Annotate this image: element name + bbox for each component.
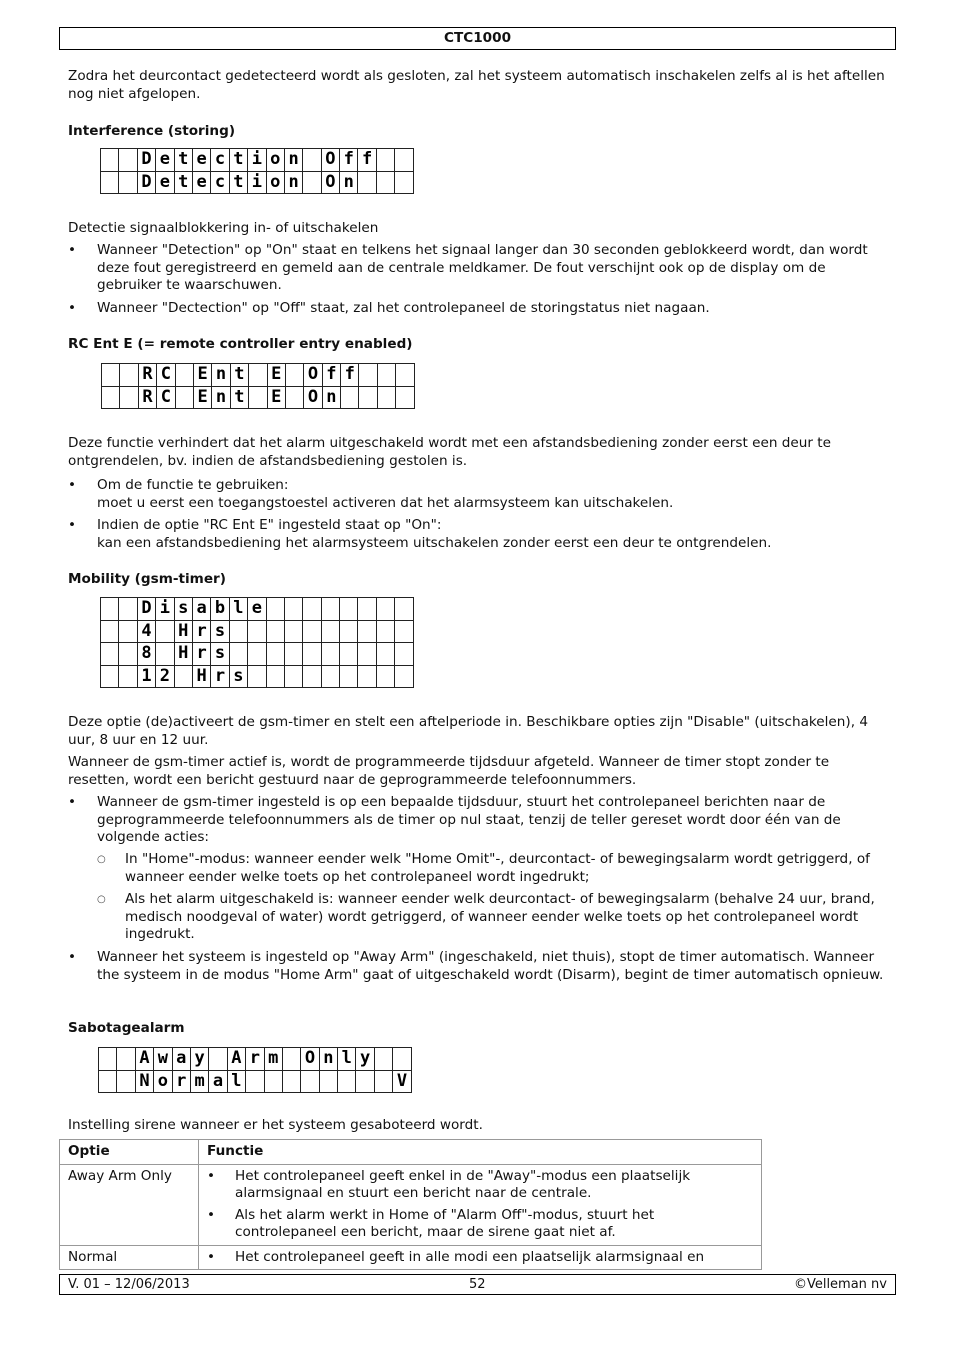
lcd-cell: b — [211, 598, 229, 621]
lcd-cell — [174, 665, 192, 688]
lcd-cell: l — [227, 1070, 245, 1093]
lcd-cell — [117, 1048, 135, 1071]
lcd-cell — [301, 1070, 319, 1093]
lcd-cell — [303, 665, 321, 688]
interference-desc: Detectie signaalblokkering in- of uitschakelen — [68, 220, 379, 236]
lcd-cell: e — [156, 171, 174, 194]
lcd-cell — [341, 386, 359, 409]
lcd-cell — [284, 643, 302, 666]
lcd-cell: n — [340, 171, 358, 194]
lcd-cell: n — [212, 364, 230, 387]
lcd-cell: D — [137, 149, 155, 172]
bullet-icon: • — [68, 517, 77, 533]
lcd-cell — [395, 620, 413, 643]
lcd-row — [102, 364, 415, 387]
lcd-cell: r — [246, 1048, 264, 1071]
lcd-cell — [119, 620, 137, 643]
lcd-cell — [99, 1070, 117, 1093]
lcd-cell — [156, 620, 174, 643]
lcd-cell — [303, 171, 321, 194]
lcd-cell — [321, 598, 339, 621]
lcd-cell: s — [211, 643, 229, 666]
lcd-cell — [99, 1048, 117, 1071]
lcd-cell — [266, 643, 284, 666]
lcd-row — [101, 598, 414, 621]
lcd-cell: m — [264, 1048, 282, 1071]
intro-paragraph: Zodra het deurcontact gedetecteerd wordt als gesloten, zal het systeem automatisch inschakelen zelfs al is het aftellen nog niet afgelopen. — [68, 68, 885, 102]
lcd-cell: l — [338, 1048, 356, 1071]
lcd-cell — [285, 364, 303, 387]
lcd-cell: e — [156, 149, 174, 172]
lcd-cell: r — [192, 643, 210, 666]
lcd-cell: s — [229, 665, 247, 688]
lcd-cell: c — [211, 171, 229, 194]
lcd-cell: t — [229, 171, 247, 194]
mobility-para1: Deze optie (de)activeert de gsm-timer en stelt een aftelperiode in. Beschikbare opties zijn "Disable" (uitschakelen), 4 uur, 8 uur en 12 uur. — [68, 714, 869, 748]
lcd-cell — [393, 1048, 411, 1071]
lcd-cell — [377, 364, 395, 387]
lcd-cell — [395, 171, 413, 194]
lcd-cell — [303, 598, 321, 621]
lcd-cell — [376, 643, 394, 666]
lcd-cell — [340, 665, 358, 688]
lcd-cell — [303, 643, 321, 666]
bullet-icon: • — [68, 794, 77, 810]
lcd-cell: A — [135, 1048, 153, 1071]
lcd-cell — [229, 643, 247, 666]
lcd-cell — [376, 171, 394, 194]
lcd-cell: A — [227, 1048, 245, 1071]
lcd-cell: 4 — [137, 620, 155, 643]
lcd-cell — [282, 1070, 300, 1093]
lcd-cell: D — [137, 598, 155, 621]
heading-interference: Interference (storing) — [68, 123, 236, 139]
lcd-cell — [340, 620, 358, 643]
lcd-cell — [101, 598, 119, 621]
table-header-option: Optie — [60, 1140, 199, 1165]
heading-mobility: Mobility (gsm-timer) — [68, 571, 226, 587]
lcd-cell — [395, 665, 413, 688]
lcd-cell: y — [356, 1048, 374, 1071]
circle-bullet-icon: ○ — [97, 894, 106, 905]
lcd-cell — [396, 386, 414, 409]
rcent-desc: Deze functie verhindert dat het alarm uitgeschakeld wordt met een afstandsbediening zonder eerst een deur te ontgrendelen, bv. indien de afstandsbediening gestolen is. — [68, 435, 831, 469]
lcd-cell — [248, 665, 266, 688]
lcd-cell: O — [301, 1048, 319, 1071]
lcd-row — [99, 1048, 412, 1071]
lcd-cell — [376, 149, 394, 172]
lcd-cell — [156, 643, 174, 666]
bullet-icon: • — [68, 242, 77, 258]
lcd-cell — [374, 1070, 392, 1093]
footer-page-number: 52 — [469, 1277, 486, 1292]
lcd-row — [101, 620, 414, 643]
lcd-cell: O — [304, 386, 322, 409]
lcd-cell — [285, 386, 303, 409]
lcd-cell — [359, 386, 377, 409]
lcd-cell — [117, 1070, 135, 1093]
lcd-cell: o — [266, 171, 284, 194]
lcd-cell: t — [230, 386, 248, 409]
lcd-cell: V — [393, 1070, 411, 1093]
footer-copyright: ©Velleman nv — [793, 1277, 887, 1292]
lcd-cell — [119, 171, 137, 194]
lcd-cell — [376, 598, 394, 621]
footer-version: V. 01 – 12/06/2013 — [68, 1277, 190, 1292]
lcd-cell: e — [248, 598, 266, 621]
lcd-cell — [395, 598, 413, 621]
lcd-cell — [102, 364, 120, 387]
lcd-cell: H — [174, 643, 192, 666]
options-table — [59, 1139, 762, 1270]
lcd-cell — [248, 620, 266, 643]
lcd-cell: r — [172, 1070, 190, 1093]
lcd-cell — [119, 665, 137, 688]
lcd-cell — [376, 665, 394, 688]
lcd-cell — [376, 620, 394, 643]
lcd-cell — [358, 643, 376, 666]
lcd-cell: a — [209, 1070, 227, 1093]
lcd-cell — [340, 643, 358, 666]
bullet-icon: • — [68, 949, 77, 965]
lcd-cell — [358, 598, 376, 621]
lcd-cell — [101, 643, 119, 666]
lcd-cell: w — [154, 1048, 172, 1071]
lcd-cell: c — [211, 149, 229, 172]
lcd-row — [101, 665, 414, 688]
lcd-cell: C — [157, 364, 175, 387]
lcd-cell: m — [190, 1070, 208, 1093]
lcd-cell: f — [358, 149, 376, 172]
lcd-cell — [340, 598, 358, 621]
lcd-cell: H — [192, 665, 210, 688]
lcd-cell: n — [322, 386, 340, 409]
lcd-cell — [319, 1070, 337, 1093]
lcd-cell — [264, 1070, 282, 1093]
sabotage-desc: Instelling sirene wanneer er het systeem gesaboteerd wordt. — [68, 1117, 483, 1133]
lcd-cell — [321, 643, 339, 666]
lcd-cell: n — [284, 149, 302, 172]
page-footer — [59, 1274, 896, 1295]
lcd-cell: s — [211, 620, 229, 643]
lcd-cell — [395, 149, 413, 172]
lcd-cell — [356, 1070, 374, 1093]
circle-bullet-icon: ○ — [97, 854, 106, 865]
lcd-cell: t — [229, 149, 247, 172]
lcd-cell: t — [174, 171, 192, 194]
heading-rcent: RC Ent E (= remote controller entry enabled) — [68, 336, 413, 352]
lcd-cell: e — [192, 171, 210, 194]
lcd-cell — [282, 1048, 300, 1071]
lcd-cell: 2 — [156, 665, 174, 688]
lcd-cell: e — [192, 149, 210, 172]
lcd-mobility — [100, 597, 414, 688]
list-item: • Als het alarm werkt in Home of "Alarm Off"-modus, stuurt het controlepaneel een bericht, maar de sirene gaat niet af. — [207, 1207, 753, 1242]
lcd-cell: n — [284, 171, 302, 194]
lcd-interference — [100, 148, 414, 194]
lcd-cell: s — [174, 598, 192, 621]
lcd-cell — [303, 620, 321, 643]
lcd-cell: a — [172, 1048, 190, 1071]
lcd-cell — [102, 386, 120, 409]
lcd-cell — [249, 386, 267, 409]
lcd-cell — [101, 665, 119, 688]
lcd-cell — [284, 620, 302, 643]
lcd-cell — [209, 1048, 227, 1071]
lcd-cell: i — [248, 149, 266, 172]
lcd-cell: E — [267, 386, 285, 409]
lcd-cell — [101, 620, 119, 643]
lcd-cell: E — [193, 364, 211, 387]
lcd-cell: t — [174, 149, 192, 172]
lcd-cell — [284, 598, 302, 621]
lcd-cell — [358, 620, 376, 643]
lcd-cell — [120, 364, 138, 387]
lcd-cell — [246, 1070, 264, 1093]
lcd-cell — [284, 665, 302, 688]
lcd-cell: E — [193, 386, 211, 409]
lcd-cell: n — [212, 386, 230, 409]
lcd-cell — [248, 643, 266, 666]
lcd-cell: r — [211, 665, 229, 688]
lcd-cell — [358, 665, 376, 688]
lcd-cell — [358, 171, 376, 194]
lcd-cell: H — [174, 620, 192, 643]
lcd-cell — [101, 149, 119, 172]
lcd-cell: D — [137, 171, 155, 194]
lcd-cell — [266, 598, 284, 621]
lcd-cell — [119, 643, 137, 666]
lcd-cell: l — [229, 598, 247, 621]
lcd-cell — [338, 1070, 356, 1093]
lcd-cell — [377, 386, 395, 409]
lcd-cell: a — [192, 598, 210, 621]
lcd-cell — [175, 386, 193, 409]
lcd-cell — [229, 620, 247, 643]
lcd-cell — [249, 364, 267, 387]
lcd-cell — [101, 171, 119, 194]
lcd-cell: 1 — [137, 665, 155, 688]
lcd-cell — [321, 665, 339, 688]
lcd-cell — [396, 364, 414, 387]
lcd-cell: f — [322, 364, 340, 387]
lcd-cell — [120, 386, 138, 409]
table-row: Away Arm Only • Het controlepaneel geeft enkel in de "Away"-modus een plaatselijk alarmsignaal en stuurt een bericht naar de centrale. • Als het alarm werkt in Home of "Alarm Off"-modus, stuurt het controlepaneel een bericht, maar de sirene gaat niet af. — [60, 1164, 762, 1245]
lcd-cell: t — [230, 364, 248, 387]
lcd-row — [102, 386, 415, 409]
lcd-sabotage — [98, 1047, 412, 1093]
lcd-row — [101, 643, 414, 666]
lcd-cell: i — [156, 598, 174, 621]
lcd-cell: f — [341, 364, 359, 387]
lcd-cell — [119, 149, 137, 172]
lcd-cell: 8 — [137, 643, 155, 666]
table-header-function: Functie — [199, 1140, 762, 1165]
lcd-cell: R — [138, 386, 156, 409]
lcd-row — [99, 1070, 412, 1093]
lcd-cell — [374, 1048, 392, 1071]
lcd-cell: i — [248, 171, 266, 194]
lcd-cell: N — [135, 1070, 153, 1093]
lcd-cell: f — [340, 149, 358, 172]
lcd-cell: y — [190, 1048, 208, 1071]
list-item: • Het controlepaneel geeft enkel in de "Away"-modus een plaatselijk alarmsignaal en stuurt een bericht naar de centrale. — [207, 1168, 753, 1203]
lcd-row — [101, 149, 414, 172]
lcd-row — [101, 171, 414, 194]
lcd-cell: C — [157, 386, 175, 409]
lcd-cell — [303, 149, 321, 172]
heading-sabotage: Sabotagealarm — [68, 1020, 185, 1036]
lcd-cell: n — [319, 1048, 337, 1071]
lcd-cell — [266, 620, 284, 643]
lcd-cell: O — [304, 364, 322, 387]
lcd-cell — [175, 364, 193, 387]
table-row: Normal • Het controlepaneel geeft in alle modi een plaatselijk alarmsignaal en — [60, 1245, 762, 1270]
lcd-rcent — [101, 363, 415, 409]
mobility-para2: Wanneer de gsm-timer actief is, wordt de programmeerde tijdsduur afgeteld. Wanneer de timer stopt zonder te resetten, wordt een bericht gestuurd naar de geprogrammeerde telefoonnummers. — [68, 754, 830, 788]
lcd-cell: O — [321, 149, 339, 172]
lcd-cell: r — [192, 620, 210, 643]
list-item: • Het controlepaneel geeft in alle modi een plaatselijk alarmsignaal en — [207, 1249, 753, 1267]
bullet-icon: • — [68, 477, 77, 493]
page-header: CTC1000 — [59, 27, 896, 50]
lcd-cell — [266, 665, 284, 688]
lcd-cell: O — [321, 171, 339, 194]
lcd-cell: o — [154, 1070, 172, 1093]
lcd-cell: E — [267, 364, 285, 387]
bullet-icon: • — [68, 300, 77, 316]
lcd-cell — [119, 598, 137, 621]
lcd-cell — [395, 643, 413, 666]
lcd-cell — [359, 364, 377, 387]
lcd-cell: R — [138, 364, 156, 387]
lcd-cell: o — [266, 149, 284, 172]
lcd-cell — [321, 620, 339, 643]
